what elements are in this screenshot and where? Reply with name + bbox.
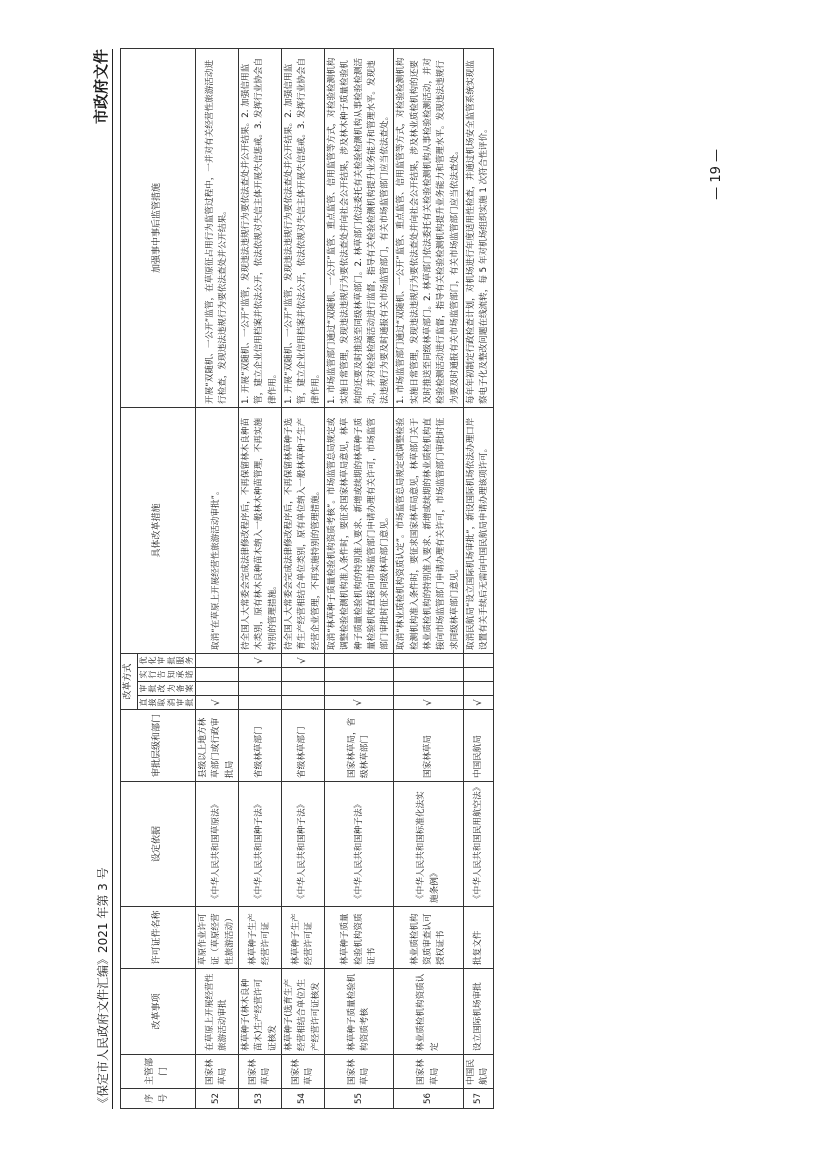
col-measures: 具体改革措施 — [121, 407, 196, 653]
table-header-row — [121, 48, 138, 1108]
header-rule — [112, 49, 113, 1109]
cell-empty — [394, 682, 464, 696]
cell-seq: 55 — [324, 1089, 394, 1109]
cell-supervision: 1. 开展“双随机、一公开”监管，发现违法违规行为要依法查处并公开结果。2. 加强信用监管，建立企业信用档案并依法公开，依法依规对失信主体开展失信惩戒。3. 发挥行业协会自律作用。 — [281, 48, 324, 407]
cell-empty — [464, 653, 494, 667]
cell-supervision: 1. 开展“双随机、一公开”监管，发现违法违规行为要依法查处并公开结果。2. 加强信用监管，建立企业信用档案并依法公开，依法依规对失信主体开展失信惩戒。3. 发挥行业协会自律作用。 — [239, 48, 282, 407]
cell-item: 林草种子(林木良种苗木)生产经营许可证核发 — [239, 969, 282, 1055]
cell-item: 林草种子(选育生产经营相结合单位)生产经营许可证核发 — [281, 969, 324, 1055]
cell-license: 林业质检机构资质审查认可授权证书 — [394, 907, 464, 969]
cell-dept: 中国民航局 — [464, 1055, 494, 1089]
check-mark: √ — [239, 653, 282, 667]
check-mark: √ — [196, 696, 239, 710]
cell-level: 中国民航局 — [464, 710, 494, 782]
cell-item: 设立国际机场审批 — [464, 969, 494, 1055]
cell-dept: 国家林草局 — [324, 1055, 394, 1089]
cell-empty — [394, 668, 464, 682]
cell-empty — [196, 668, 239, 682]
cell-measures: 待全国人大常委会完成法律修改程序后，不再保留林木良种苗木类别，原有林木良种苗木纳入一般林木种苗管理，不再实施特别的管理措施。 — [239, 407, 282, 653]
table-row — [394, 48, 464, 1108]
col-level: 审批层级和部门 — [121, 710, 196, 782]
col-method-commit: 实行告知承诺 — [137, 668, 195, 682]
col-method-optimize: 优化审批服务 — [137, 653, 195, 667]
cell-measures: 取消“林业质检机构资质认定”。市场监管总局规定或调整检验检测机构准入条件时，要征求国家林草局意见，林草部门关于林业质检机构的特别准入要求、新增或续期的林业质检机构直接向市场监管部门申请办理有关许可，市场监管部门审批时征求同级林草部门意见。 — [394, 407, 464, 653]
cell-license: 草原作业许可证（草原经营性旅游活动） — [196, 907, 239, 969]
table-row — [324, 48, 394, 1108]
cell-level: 省级林草部门 — [239, 710, 282, 782]
cell-empty — [324, 668, 394, 682]
cell-empty — [324, 653, 394, 667]
cell-item: 林草种子质量检验机构资质考核 — [324, 969, 394, 1055]
cell-empty — [324, 682, 394, 696]
header-section-title: 市政府文件 — [92, 49, 110, 125]
check-mark: √ — [464, 696, 494, 710]
check-mark: √ — [394, 696, 464, 710]
cell-seq: 54 — [281, 1089, 324, 1109]
table-row — [281, 48, 324, 1108]
cell-measures: 取消民航局“设立国际机场审批”，新设国际机场依法办理口岸设置有关手续后无需向中国民航局申请办理该项许可。 — [464, 407, 494, 653]
cell-empty — [239, 696, 282, 710]
col-basis: 设定依据 — [121, 782, 196, 907]
cell-measures: 待全国人大常委会完成法律修改程序后，不再保留林草种子选育生产经营相结合单位类别，原有单位纳入一般林草种子生产经营企业管理，不再实施特别的管理措施。 — [281, 407, 324, 653]
col-method-cancel: 直接取消审批 — [137, 696, 195, 710]
cell-basis: 《中华人民共和国草原法》 — [196, 782, 239, 907]
cell-license: 林草种子生产经营许可证 — [239, 907, 282, 969]
cell-dept: 国家林草局 — [281, 1055, 324, 1089]
col-dept: 主管部门 — [121, 1055, 196, 1089]
table-row — [464, 48, 494, 1108]
cell-empty — [394, 653, 464, 667]
col-seq: 序号 — [121, 1089, 196, 1109]
col-method-record: 审批改为备案 — [137, 682, 195, 696]
check-mark: √ — [324, 696, 394, 710]
cell-dept: 国家林草局 — [196, 1055, 239, 1089]
cell-level: 国家林草局 — [394, 710, 464, 782]
cell-license: 林草种子生产经营许可证 — [281, 907, 324, 969]
cell-seq: 56 — [394, 1089, 464, 1109]
cell-supervision: 开展“双随机、一公开”监管，在草原征占用行为监管过程中，一并对有关经营性旅游活动进行检查，发现违法违规行为要依法查处并公开结果。 — [196, 48, 239, 407]
cell-empty — [196, 682, 239, 696]
cell-empty — [196, 653, 239, 667]
header-publication: 《保定市人民政府文件汇编》2021 年第 3 号 — [96, 867, 110, 1109]
cell-measures: 取消“在草原上开展经营性旅游活动审批”。 — [196, 407, 239, 653]
cell-empty — [464, 682, 494, 696]
cell-seq: 53 — [239, 1089, 282, 1109]
cell-dept: 国家林草局 — [394, 1055, 464, 1089]
cell-license: 批复文件 — [464, 907, 494, 969]
cell-level: 县级以上地方林草部门或行政审批局 — [196, 710, 239, 782]
cell-level: 国家林草局，省级林草部门 — [324, 710, 394, 782]
cell-basis: 《中华人民共和国种子法》 — [324, 782, 394, 907]
cell-empty — [281, 682, 324, 696]
reform-table — [120, 48, 494, 1109]
cell-seq: 57 — [464, 1089, 494, 1109]
cell-license: 林草种子质量检验机构资质证书 — [324, 907, 394, 969]
cell-dept: 国家林草局 — [239, 1055, 282, 1089]
cell-supervision: 1. 市场监管部门通过“双随机、一公开”监管、重点监管、信用监管等方式，对检验检测机构实施日常管理，发现违法违规行为要依法查处并向社会公开结果，涉及林木种子质量检验机构的还要及时推送至同级林草部门。2. 林草部门依法委托有关检验检测机构从事检验检测活动，并对检验检测活动进行监督，指导有关检验检测机构提升业务能力和管理水平。发现违法违规行为要及时通报有关市场监管部门，有关市场监管部门应当依法查处。 — [324, 48, 394, 407]
col-supervision: 加强事中事后监管措施 — [121, 48, 196, 407]
cell-empty — [239, 668, 282, 682]
cell-basis: 《中华人民共和国标准化法实施条例》 — [394, 782, 464, 907]
col-method: 改革方式 — [121, 653, 138, 709]
cell-basis: 《中华人民共和国种子法》 — [281, 782, 324, 907]
cell-empty — [464, 668, 494, 682]
cell-level: 省级林草部门 — [281, 710, 324, 782]
col-item: 改革事项 — [121, 969, 196, 1055]
cell-supervision: 1. 市场监管部门通过“双随机、一公开”监管、重点监管、信用监管等方式，对检验检测机构实施日常管理，发现违法违规行为要依法查处并向社会公开结果，涉及林业质检机构的还要及时推送至同级林草部门。2. 林草部门依法委托有关检验检测机构从事检验检测活动，并对检验检测活动进行监督，指导有关检验检测机构提升业务能力和管理水平。发现违法违规行为要及时通报有关市场监管部门，有关市场监管部门应当依法查处。 — [394, 48, 464, 407]
cell-seq: 52 — [196, 1089, 239, 1109]
col-license: 许可证件名称 — [121, 907, 196, 969]
cell-empty — [281, 696, 324, 710]
page-number: — 19 — — [709, 149, 724, 200]
cell-measures: 取消“林草种子质量检验机构资质考核”。市场监管总局规定或调整检验检测机构准入条件时，要征求国家林草局意见，林草种子质量检验机构的特别准入要求、新增或续期的林草种子质量检验机构直接向市场监管部门申请办理有关许可，市场监管部门审批时征求同级林草部门意见。 — [324, 407, 394, 653]
cell-item: 林业质检机构资质认定 — [394, 969, 464, 1055]
cell-basis: 《中华人民共和国种子法》 — [239, 782, 282, 907]
cell-supervision: 每年年初制定行政检查计划，对机场进行年度适用性检查，并通过机场安全监管系统实现监察电子化及整改问题在线流转，每 5 年对机场组织实施 1 次符合性评价。 — [464, 48, 494, 407]
cell-empty — [281, 668, 324, 682]
check-mark: √ — [281, 653, 324, 667]
cell-item: 在草原上开展经营性旅游活动审批 — [196, 969, 239, 1055]
table-row — [239, 48, 282, 1108]
rotated-content — [88, 49, 728, 1109]
cell-basis: 《中华人民共和国民用航空法》 — [464, 782, 494, 907]
table-row — [196, 48, 239, 1108]
cell-empty — [239, 682, 282, 696]
